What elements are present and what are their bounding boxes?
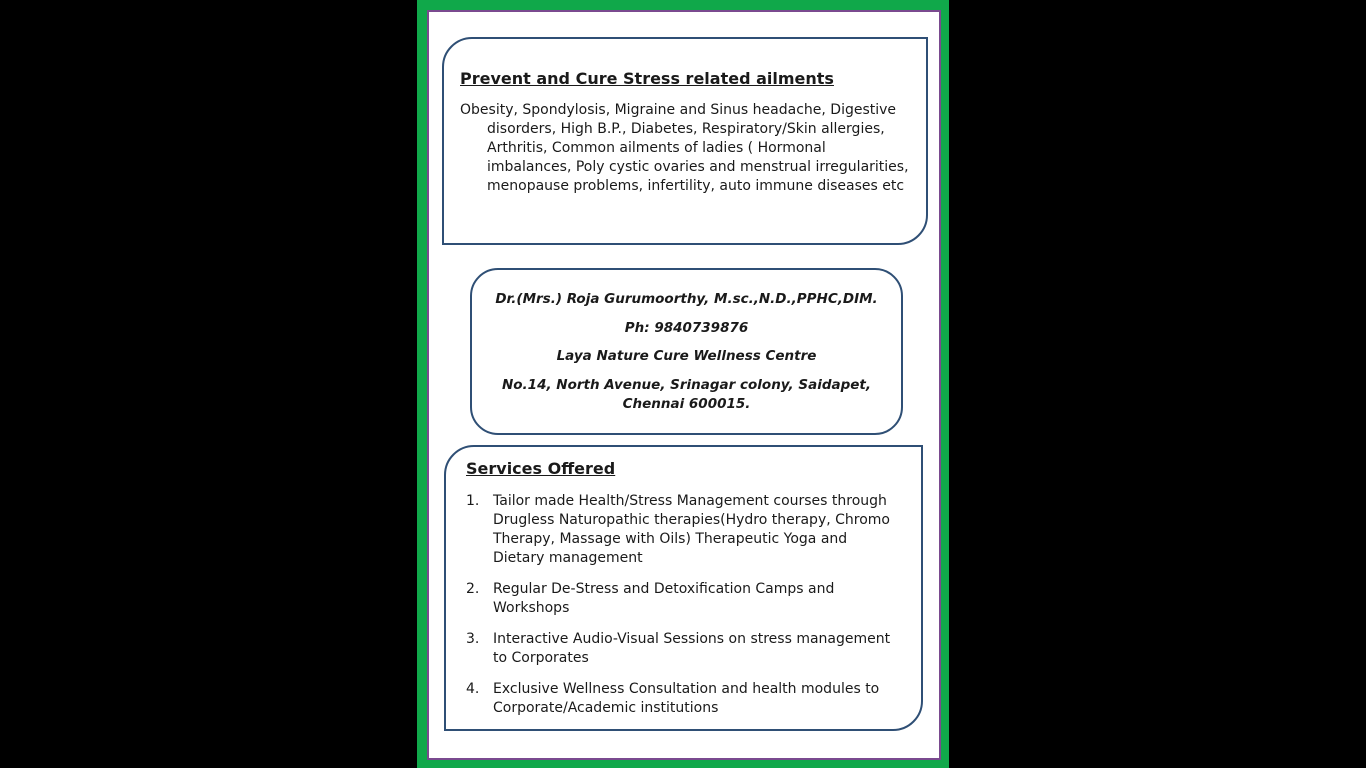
address: No.14, North Avenue, Srinagar colony, Saidapet, Chennai 600015. xyxy=(501,376,872,412)
service-item xyxy=(466,492,901,568)
centre-name: Laya Nature Cure Wellness Centre xyxy=(556,348,817,364)
slide-content xyxy=(427,10,941,760)
services-list xyxy=(466,492,901,718)
service-item xyxy=(466,630,901,668)
service-text: Regular De-Stress and Detoxification Camps and Workshops xyxy=(493,581,835,616)
slide-frame xyxy=(417,0,949,768)
service-item xyxy=(466,580,901,618)
doctor-name: Dr.(Mrs.) Roja Gurumoorthy, M.sc.,N.D.,PPHC,DIM. xyxy=(495,291,878,307)
service-number: 3. xyxy=(466,631,480,647)
service-number: 4. xyxy=(466,681,480,697)
services-box xyxy=(444,445,923,731)
ailments-box xyxy=(442,37,928,245)
service-number: 1. xyxy=(466,493,480,509)
phone-number: Ph: 9840739876 xyxy=(624,319,749,336)
contact-box xyxy=(470,268,903,435)
service-text: Exclusive Wellness Consultation and health modules to Corporate/Academic institutions xyxy=(493,681,880,716)
service-number: 2. xyxy=(466,581,480,597)
ailments-list-text: Obesity, Spondylosis, Migraine and Sinus headache, Digestive disorders, High B.P., Diabetes, Respiratory/Skin allergies, Arthritis, Common ailments of ladies ( Hormonal imbalances, Poly cystic ovaries and menstrual irregularities, menopause problems, infertility, auto immune diseases etc xyxy=(460,102,909,194)
service-item xyxy=(466,680,901,718)
service-text: Interactive Audio-Visual Sessions on stress management to Corporates xyxy=(493,631,891,666)
service-text: Tailor made Health/Stress Management courses through Drugless Naturopathic therapies(Hydro therapy, Chromo Therapy, Massage with Oils) Therapeutic Yoga and Dietary management xyxy=(493,493,890,566)
ailments-heading: Prevent and Cure Stress related ailments xyxy=(460,69,834,88)
services-heading: Services Offered xyxy=(466,459,616,478)
